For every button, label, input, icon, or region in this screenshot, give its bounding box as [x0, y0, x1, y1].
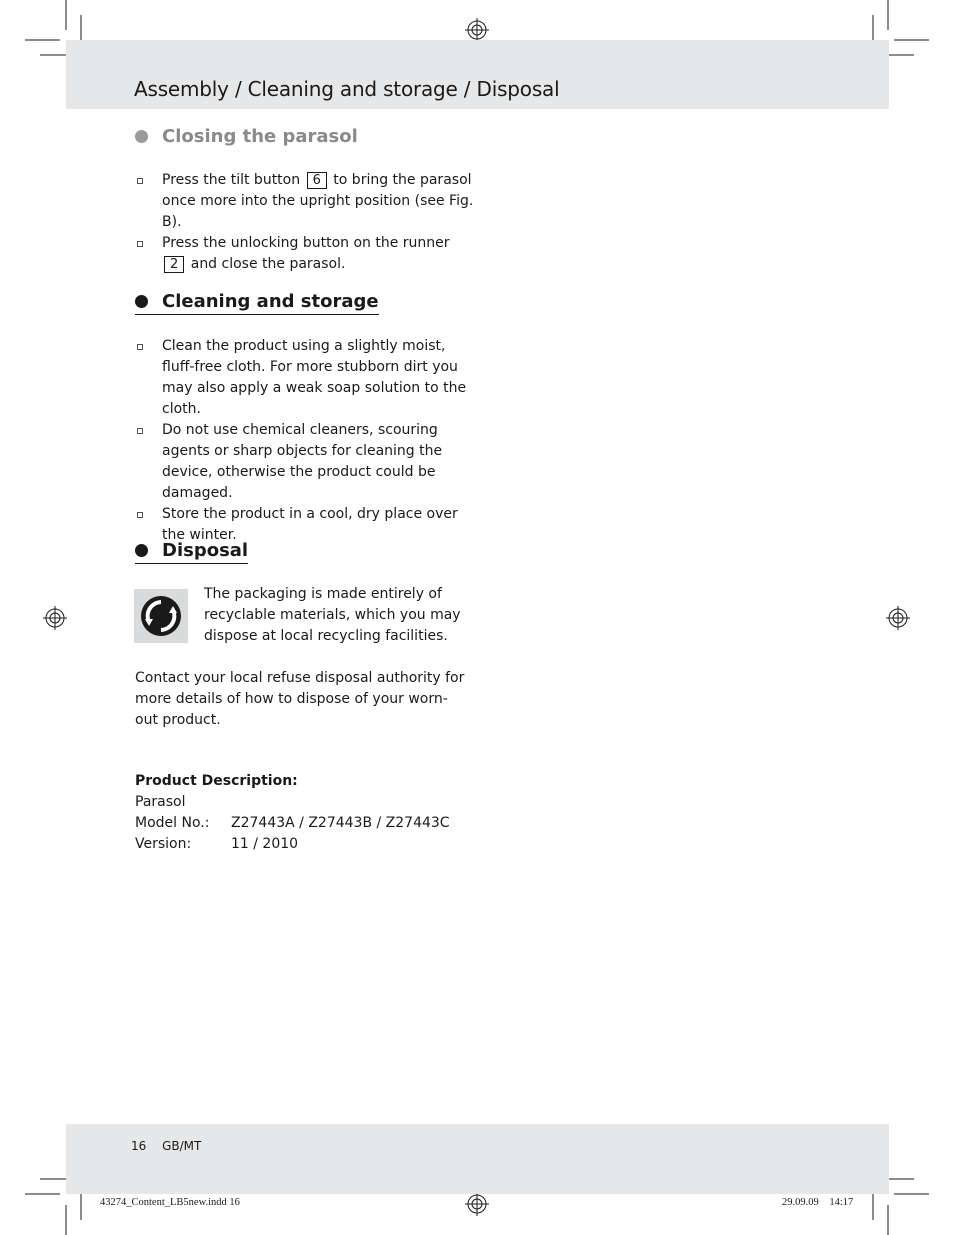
part-ref-badge: 6 [307, 172, 327, 189]
cleaning-list [135, 336, 475, 546]
checkbox-bullet-icon [137, 344, 143, 350]
page-footer [131, 1139, 201, 1153]
print-slug-file: 43274_Content_LB5new.indd 16 [100, 1197, 240, 1208]
list-item: Press the tilt button 6 to bring the parasol once more into the upright position (see Fig. B). [135, 170, 475, 233]
bullet-dot-icon [135, 295, 148, 308]
model-label: Model No.: [135, 815, 210, 831]
version-value: 11 / 2010 [231, 836, 299, 852]
bullet-dot-icon [135, 130, 148, 143]
version-row [135, 834, 450, 855]
heading-closing-parasol: Closing the parasol [135, 126, 358, 147]
locale-code: GB/MT [162, 1139, 202, 1153]
version-label: Version: [135, 836, 192, 852]
list-item: Do not use chemical cleaners, scouring agents or sharp objects for cleaning the device, otherwise the product could be damaged. [135, 420, 475, 504]
packaging-note: The packaging is made entirely of recyclable materials, which you may dispose at local recycling facilities. [204, 586, 461, 644]
product-name: Parasol [135, 794, 186, 810]
heading-disposal: Disposal [135, 540, 248, 564]
list-item: Clean the product using a slightly moist, fluff-free cloth. For more stubborn dirt you may also apply a weak soap solution to the cloth. [135, 336, 475, 420]
disposal-contact-note: Contact your local refuse disposal authority for more details of how to dispose of your worn-out product. [135, 670, 465, 728]
green-dot-recycling-icon [134, 589, 188, 643]
part-ref-badge: 2 [164, 256, 184, 273]
heading-cleaning-storage: Cleaning and storage [135, 291, 379, 315]
page-title: Assembly / Cleaning and storage / Disposal [134, 77, 560, 101]
page-number: 16 [131, 1139, 147, 1153]
footer-band [66, 1124, 889, 1194]
list-item: Press the unlocking button on the runner 2 and close the parasol. [135, 233, 475, 275]
product-description-title: Product Description: [135, 773, 298, 789]
checkbox-bullet-icon [137, 428, 143, 434]
model-row [135, 813, 450, 834]
closing-list [135, 170, 475, 275]
list-item: Store the product in a cool, dry place over the winter. [135, 504, 475, 546]
model-value: Z27443A / Z27443B / Z27443C [231, 815, 450, 831]
checkbox-bullet-icon [137, 241, 143, 247]
product-description [135, 771, 450, 855]
bullet-dot-icon [135, 544, 148, 557]
checkbox-bullet-icon [137, 178, 143, 184]
checkbox-bullet-icon [137, 512, 143, 518]
print-slug-date: 29.09.09 14:17 [782, 1197, 854, 1208]
